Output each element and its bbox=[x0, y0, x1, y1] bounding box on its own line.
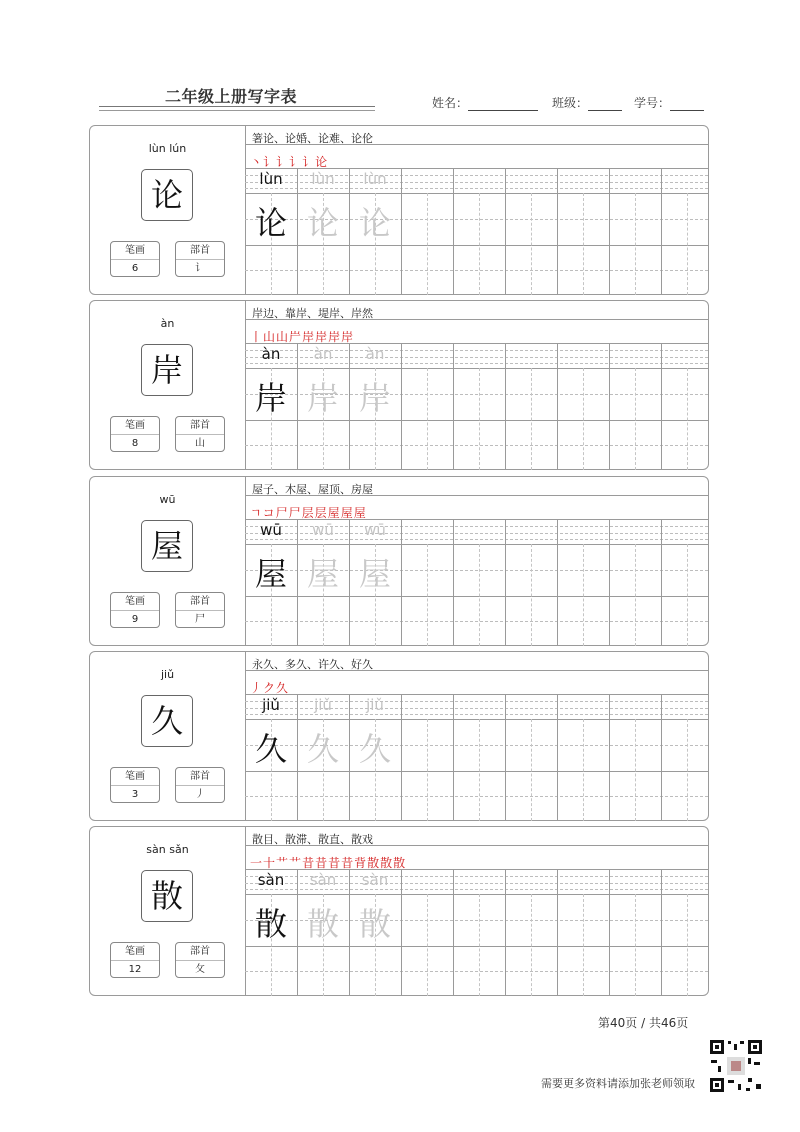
practice-pinyin: àn bbox=[365, 345, 385, 363]
column-line bbox=[401, 343, 402, 470]
stroke-step: 屋 bbox=[340, 506, 354, 520]
character-card bbox=[89, 300, 709, 470]
stroke-step: 一 bbox=[250, 856, 264, 870]
grid-line bbox=[245, 894, 708, 895]
character-display: 散 bbox=[141, 870, 193, 922]
stroke-count-box bbox=[110, 241, 160, 277]
stroke-step: 岸 bbox=[341, 330, 355, 344]
stroke-step: 屋 bbox=[353, 506, 367, 520]
practice-pinyin: jiǔ bbox=[314, 696, 332, 714]
grid-line bbox=[245, 719, 708, 720]
practice-character: 屋 bbox=[306, 555, 339, 593]
stroke-step: 艹 bbox=[276, 856, 290, 870]
stroke-count-value: 6 bbox=[131, 263, 139, 274]
grid-line bbox=[245, 519, 708, 520]
stroke-step: 丿 bbox=[250, 681, 264, 695]
column-line bbox=[401, 694, 402, 821]
practice-character: 论 bbox=[306, 204, 339, 242]
radical-box bbox=[175, 942, 225, 978]
card-info-panel bbox=[90, 301, 246, 469]
qr-code-icon bbox=[708, 1038, 764, 1094]
column-guide bbox=[531, 544, 532, 646]
column-line bbox=[557, 694, 558, 821]
stroke-count-value: 9 bbox=[131, 614, 139, 625]
practice-pinyin: wū bbox=[364, 521, 386, 539]
radical-label: 部首 bbox=[176, 768, 224, 786]
grid-line bbox=[245, 368, 708, 369]
character-pinyin: lùn lún bbox=[148, 142, 187, 155]
grid-line bbox=[245, 319, 708, 320]
title-underline-2 bbox=[99, 110, 375, 111]
student-number-field[interactable] bbox=[634, 94, 704, 111]
column-line bbox=[453, 168, 454, 295]
stroke-step: 屵 bbox=[289, 330, 303, 344]
worksheet-title: 二年级上册写字表 bbox=[165, 87, 298, 106]
column-guide bbox=[635, 193, 636, 295]
grid-line bbox=[245, 420, 708, 421]
practice-pinyin: jiǔ bbox=[262, 696, 280, 714]
radical-box bbox=[175, 592, 225, 628]
practice-pinyin: àn bbox=[313, 345, 333, 363]
class-label: 班级： bbox=[552, 96, 589, 110]
stroke-step: 散 bbox=[367, 856, 381, 870]
column-guide bbox=[687, 368, 688, 470]
stroke-step: 层 bbox=[314, 506, 328, 520]
column-guide bbox=[531, 894, 532, 996]
grid-line bbox=[245, 670, 708, 671]
radical-value: 讠 bbox=[195, 263, 205, 274]
radical-box bbox=[175, 767, 225, 803]
stroke-step: 背 bbox=[354, 856, 368, 870]
practice-pinyin: sàn bbox=[257, 871, 285, 889]
column-guide bbox=[427, 894, 428, 996]
practice-character: 久 bbox=[254, 730, 287, 768]
column-guide bbox=[531, 368, 532, 470]
column-guide bbox=[635, 894, 636, 996]
column-guide bbox=[583, 544, 584, 646]
stroke-count-label: 笔画 bbox=[111, 593, 159, 611]
grid-line bbox=[245, 144, 708, 145]
column-guide bbox=[427, 544, 428, 646]
card-info-panel bbox=[90, 827, 246, 995]
grid-line bbox=[245, 168, 708, 169]
practice-character: 久 bbox=[306, 730, 339, 768]
stroke-count-value: 8 bbox=[131, 438, 139, 449]
practice-character: 散 bbox=[358, 905, 391, 943]
practice-character: 论 bbox=[254, 204, 287, 242]
stroke-step: 山 bbox=[263, 330, 277, 344]
field-guide bbox=[245, 445, 708, 446]
grid-line bbox=[245, 869, 708, 870]
column-line bbox=[609, 343, 610, 470]
field-guide bbox=[245, 796, 708, 797]
stroke-step: 丨 bbox=[250, 330, 264, 344]
column-line bbox=[557, 869, 558, 996]
stroke-count-box bbox=[110, 592, 160, 628]
stroke-step: 久 bbox=[276, 681, 290, 695]
column-line bbox=[505, 168, 506, 295]
column-line bbox=[453, 519, 454, 646]
number-blank[interactable] bbox=[670, 96, 704, 111]
radical-box bbox=[175, 241, 225, 277]
radical-value: 山 bbox=[195, 438, 205, 449]
practice-character: 论 bbox=[358, 204, 391, 242]
stroke-count-label: 笔画 bbox=[111, 242, 159, 260]
stroke-step: 艹 bbox=[289, 856, 303, 870]
column-guide bbox=[583, 193, 584, 295]
grid-line bbox=[245, 193, 708, 194]
example-words: 箸论、论婚、论难、论伦 bbox=[252, 132, 373, 145]
stroke-count-box bbox=[110, 416, 160, 452]
column-guide bbox=[479, 719, 480, 821]
column-line bbox=[453, 869, 454, 996]
practice-character: 屋 bbox=[254, 555, 287, 593]
column-line bbox=[661, 519, 662, 646]
radical-value: 攵 bbox=[195, 964, 205, 975]
column-line bbox=[557, 343, 558, 470]
column-guide bbox=[635, 719, 636, 821]
column-line bbox=[609, 168, 610, 295]
character-display: 久 bbox=[141, 695, 193, 747]
column-line bbox=[661, 869, 662, 996]
stroke-step: 尸 bbox=[288, 506, 302, 520]
stroke-step: 十 bbox=[263, 856, 277, 870]
class-blank[interactable] bbox=[588, 96, 622, 111]
pinyin-guide bbox=[245, 714, 708, 715]
stroke-step: 昔 bbox=[341, 856, 355, 870]
stroke-step: 讠 bbox=[289, 155, 303, 169]
radical-label: 部首 bbox=[176, 943, 224, 961]
name-blank[interactable] bbox=[468, 96, 538, 111]
radical-label: 部首 bbox=[176, 417, 224, 435]
stroke-count-box bbox=[110, 942, 160, 978]
stroke-step: 昔 bbox=[315, 856, 329, 870]
stroke-step: ク bbox=[263, 681, 277, 695]
field-guide bbox=[245, 971, 708, 972]
practice-character: 岸 bbox=[358, 379, 391, 417]
stroke-step: 屋 bbox=[327, 506, 341, 520]
stroke-step: 散 bbox=[380, 856, 394, 870]
practice-pinyin: lùn bbox=[259, 170, 283, 188]
column-line bbox=[505, 519, 506, 646]
pinyin-guide bbox=[245, 539, 708, 540]
stroke-step: 层 bbox=[301, 506, 315, 520]
character-card bbox=[89, 476, 709, 646]
column-guide bbox=[427, 368, 428, 470]
card-info-panel bbox=[90, 652, 246, 820]
column-line bbox=[661, 168, 662, 295]
radical-value: 丿 bbox=[195, 789, 205, 800]
character-pinyin: àn bbox=[160, 317, 175, 330]
stroke-count-box bbox=[110, 767, 160, 803]
stroke-step: 散 bbox=[393, 856, 407, 870]
column-guide bbox=[479, 193, 480, 295]
stroke-step: 尸 bbox=[275, 506, 289, 520]
practice-pinyin: sàn bbox=[309, 871, 337, 889]
pinyin-guide bbox=[245, 889, 708, 890]
practice-pinyin: jiǔ bbox=[366, 696, 384, 714]
example-words: 散目、散滞、散直、散戏 bbox=[252, 833, 373, 846]
practice-pinyin: wū bbox=[312, 521, 334, 539]
grid-line bbox=[245, 845, 708, 846]
column-guide bbox=[427, 193, 428, 295]
radical-label: 部首 bbox=[176, 593, 224, 611]
stroke-count-value: 12 bbox=[128, 964, 142, 975]
pinyin-guide bbox=[245, 363, 708, 364]
character-card bbox=[89, 651, 709, 821]
practice-character: 岸 bbox=[254, 379, 287, 417]
stroke-step: 岸 bbox=[315, 330, 329, 344]
stroke-step: 岸 bbox=[328, 330, 342, 344]
column-line bbox=[401, 168, 402, 295]
practice-character: 久 bbox=[358, 730, 391, 768]
column-guide bbox=[531, 193, 532, 295]
name-field[interactable] bbox=[432, 94, 538, 111]
example-words: 岸边、靠岸、堤岸、岸然 bbox=[252, 307, 373, 320]
grid-line bbox=[245, 495, 708, 496]
stroke-count-label: 笔画 bbox=[111, 768, 159, 786]
page-number: 第40页 / 共46页 bbox=[598, 1016, 689, 1030]
column-guide bbox=[531, 719, 532, 821]
grid-line bbox=[245, 946, 708, 947]
card-info-panel bbox=[90, 126, 246, 294]
stroke-step: 山 bbox=[276, 330, 290, 344]
column-line bbox=[453, 694, 454, 821]
stroke-step: 论 bbox=[315, 155, 329, 169]
column-guide bbox=[583, 368, 584, 470]
character-pinyin: wū bbox=[159, 493, 176, 506]
stroke-step: 昔 bbox=[302, 856, 316, 870]
stroke-step: 讠 bbox=[302, 155, 316, 169]
field-guide bbox=[245, 621, 708, 622]
practice-character: 散 bbox=[306, 905, 339, 943]
stroke-step: コ bbox=[262, 506, 276, 520]
column-line bbox=[609, 694, 610, 821]
stroke-count-value: 3 bbox=[131, 789, 139, 800]
grid-line bbox=[245, 245, 708, 246]
class-field[interactable] bbox=[552, 94, 622, 111]
column-guide bbox=[635, 544, 636, 646]
stroke-step: 昔 bbox=[328, 856, 342, 870]
practice-pinyin: wū bbox=[260, 521, 282, 539]
grid-line bbox=[245, 343, 708, 344]
column-guide bbox=[479, 368, 480, 470]
column-line bbox=[661, 343, 662, 470]
column-line bbox=[557, 519, 558, 646]
column-guide bbox=[479, 544, 480, 646]
card-info-panel bbox=[90, 477, 246, 645]
character-card bbox=[89, 826, 709, 996]
column-guide bbox=[687, 544, 688, 646]
grid-line bbox=[245, 596, 708, 597]
radical-label: 部首 bbox=[176, 242, 224, 260]
stroke-step: 岸 bbox=[302, 330, 316, 344]
grid-line bbox=[245, 694, 708, 695]
practice-character: 岸 bbox=[306, 379, 339, 417]
name-label: 姓名： bbox=[432, 96, 469, 110]
column-guide bbox=[635, 368, 636, 470]
grid-line bbox=[245, 544, 708, 545]
column-line bbox=[505, 694, 506, 821]
stroke-count-label: 笔画 bbox=[111, 417, 159, 435]
column-line bbox=[505, 343, 506, 470]
number-label: 学号： bbox=[634, 96, 671, 110]
column-guide bbox=[583, 894, 584, 996]
grid-line bbox=[245, 771, 708, 772]
column-guide bbox=[479, 894, 480, 996]
radical-box bbox=[175, 416, 225, 452]
practice-character: 散 bbox=[254, 905, 287, 943]
column-guide bbox=[583, 719, 584, 821]
column-line bbox=[609, 869, 610, 996]
stroke-step: 讠 bbox=[263, 155, 277, 169]
column-guide bbox=[427, 719, 428, 821]
practice-character: 屋 bbox=[358, 555, 391, 593]
field-guide bbox=[245, 270, 708, 271]
character-pinyin: sàn sǎn bbox=[146, 843, 189, 856]
example-words: 永久、多久、许久、好久 bbox=[252, 658, 373, 671]
column-guide bbox=[687, 894, 688, 996]
radical-value: 尸 bbox=[195, 614, 205, 625]
column-line bbox=[453, 343, 454, 470]
column-line bbox=[401, 869, 402, 996]
column-guide bbox=[687, 193, 688, 295]
pinyin-guide bbox=[245, 188, 708, 189]
character-display: 屋 bbox=[141, 520, 193, 572]
character-pinyin: jiǔ bbox=[160, 668, 175, 681]
stroke-count-label: 笔画 bbox=[111, 943, 159, 961]
character-display: 论 bbox=[141, 169, 193, 221]
title-underline bbox=[99, 106, 375, 107]
practice-pinyin: lùn bbox=[311, 170, 335, 188]
stroke-step: ㄱ bbox=[250, 506, 263, 520]
column-line bbox=[557, 168, 558, 295]
column-line bbox=[401, 519, 402, 646]
stroke-step: 讠 bbox=[276, 155, 290, 169]
column-line bbox=[661, 694, 662, 821]
practice-pinyin: lùn bbox=[363, 170, 387, 188]
practice-pinyin: sàn bbox=[361, 871, 389, 889]
stroke-step: 丶 bbox=[250, 155, 264, 169]
column-guide bbox=[687, 719, 688, 821]
column-line bbox=[609, 519, 610, 646]
practice-pinyin: àn bbox=[261, 345, 281, 363]
example-words: 屋子、木屋、屋顶、房屋 bbox=[252, 483, 373, 496]
column-line bbox=[505, 869, 506, 996]
character-card bbox=[89, 125, 709, 295]
character-display: 岸 bbox=[141, 344, 193, 396]
footer-note: 需要更多资料请添加张老师领取 bbox=[541, 1077, 695, 1090]
